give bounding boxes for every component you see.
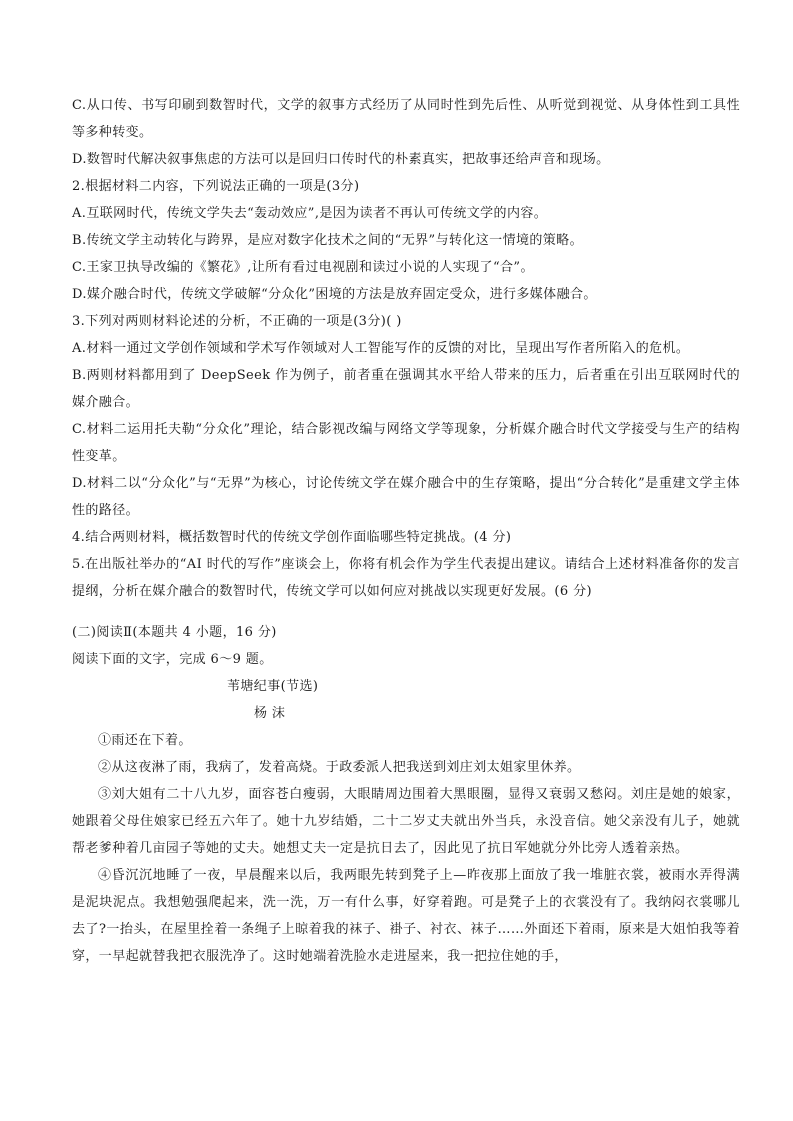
q3-option-c: C.材料二运用托夫勒“分众化”理论，结合影视改编与网络文学等现象，分析媒介融合时代文学接受与生产的结构性变革。: [72, 422, 740, 464]
q2-stem: 2.根据材料二内容，下列说法正确的一项是(3分): [72, 179, 360, 194]
story-title: 苇塘纪事(节选): [227, 679, 319, 694]
q5-question: 5.在出版社举办的“AI 时代的写作”座谈会上，你将有机会作为学生代表提出建议。请结合上述材料准备你的发言提纲，分析在媒介融合的数智时代，传统文学可以如何应对挑战以实现更好发展。(6 分): [72, 557, 740, 599]
q2-option-a: A.互联网时代，传统文学失去“轰动效应”,是因为读者不再认可传统文学的内容。: [72, 206, 548, 221]
story-paragraph-1: ①雨还在下着。: [98, 733, 192, 748]
q2-option-c: C.王家卫执导改编的《繁花》,让所有看过电视剧和读过小说的人实现了“合”。: [72, 260, 534, 275]
q3-option-d: D.材料二以“分众化”与“无界”为核心，讨论传统文学在媒介融合中的生存策略，提出“分合转化”是重建文学主体性的路径。: [72, 476, 740, 518]
q2-option-d: D.媒介融合时代，传统文学破解“分众化”困境的方法是放弃固定受众，进行多媒体融合。: [72, 287, 597, 302]
q3-option-b: B.两则材料都用到了 DeepSeek 作为例子，前者重在强调其水平给人带来的压力，后者重在引出互联网时代的媒介融合。: [72, 368, 740, 410]
story-author: 杨 沫: [254, 706, 286, 721]
q1-option-c: C.从口传、书写印刷到数智时代，文学的叙事方式经历了从同时性到先后性、从听觉到视觉、从身体性到工具性等多种转变。: [72, 98, 740, 140]
q2-option-b: B.传统文学主动转化与跨界，是应对数字化技术之间的“无界”与转化这一情境的策略。: [72, 233, 583, 248]
q4-question: 4.结合两则材料，概括数智时代的传统文学创作面临哪些特定挑战。(4 分): [72, 530, 512, 545]
document-page: [72, 92, 740, 970]
reading2-instruction: 阅读下面的文字，完成 6～9 题。: [72, 652, 273, 667]
story-paragraph-3: ③刘大姐有二十八九岁，面容苍白瘦弱，大眼睛周边围着大黑眼圈，显得又衰弱又愁闷。刘庄是她的娘家，她跟着父母住娘家已经五六年了。她十九岁结婚，二十二岁丈夫就出外当兵，永没音信。她父亲没有儿子，她就帮老爹种着几亩园子等她的丈夫。她想丈夫一定是抗日去了，因此见了抗日军她就分外比旁人透着亲热。: [72, 787, 740, 856]
reading2-heading: (二)阅读Ⅱ(本题共 4 小题，16 分): [72, 625, 277, 640]
q3-option-a: A.材料一通过文学创作领域和学术写作领域对人工智能写作的反馈的对比，呈现出写作者所陷入的危机。: [72, 341, 690, 356]
story-paragraph-2: ②从这夜淋了雨，我病了，发着高烧。于政委派人把我送到刘庄刘太姐家里休养。: [98, 760, 581, 775]
q1-option-d: D.数智时代解决叙事焦虑的方法可以是回归口传时代的朴素真实，把故事还给声音和现场。: [72, 152, 610, 167]
q3-stem: 3.下列对两则材料论述的分析，不正确的一项是(3分)( ): [72, 314, 402, 329]
story-paragraph-4: ④昏沉沉地睡了一夜，早晨醒来以后，我两眼先转到凳子上—昨夜那上面放了我一堆脏衣裳，被雨水弄得满是泥块泥点。我想勉强爬起来，洗一洗，万一有什么事，好穿着跑。可是凳子上的衣裳没有了。我纳闷衣裳哪儿去了?一抬头，在屋里拴着一条绳子上晾着我的袜子、褂子、衬衣、袜子……外面还下着雨，原来是大姐怕我等着穿，一早起就替我把衣服洗净了。这时她端着洗脸水走进屋来，我一把拉住她的手，: [72, 868, 740, 964]
